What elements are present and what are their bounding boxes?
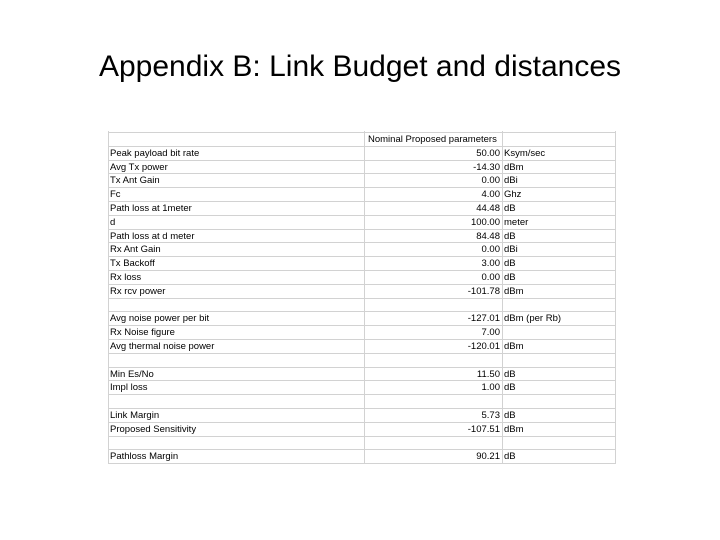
row-value: [366, 354, 500, 367]
gridline: [108, 353, 616, 354]
table-row: [108, 147, 616, 160]
row-unit: dB: [504, 258, 516, 270]
row-value: -101.78: [467, 285, 500, 297]
row-unit: Ksym/sec: [504, 147, 546, 159]
row-label: Peak payload bit rate: [110, 147, 200, 159]
gridline: [615, 131, 616, 463]
row-value: [366, 299, 500, 312]
table-row: [108, 326, 616, 339]
row-label: d: [110, 216, 116, 228]
gridline: [108, 463, 616, 464]
table-row: [108, 368, 616, 381]
row-unit: dBm: [504, 341, 524, 352]
row-label: Fc: [110, 189, 121, 201]
row-label: Impl loss: [110, 382, 148, 394]
gridline: [108, 436, 616, 437]
row-unit: dB: [504, 272, 516, 283]
gridline: [108, 229, 616, 230]
gridline: [108, 325, 616, 326]
row-value: 50.00: [476, 147, 500, 159]
row-label: Rx Ant Gain: [110, 244, 161, 256]
row-label: Avg thermal noise power: [110, 341, 215, 352]
table-row: [108, 230, 616, 243]
row-label: Avg Tx power: [110, 161, 168, 173]
row-unit: dB: [504, 382, 516, 394]
gridline: [108, 146, 616, 147]
row-unit: dBi: [504, 175, 518, 187]
gridline: [108, 160, 616, 161]
gridline: [108, 339, 616, 340]
row-unit: [504, 437, 614, 450]
table-row: [108, 354, 616, 367]
table-row: [108, 409, 616, 422]
table-row: [108, 174, 616, 187]
row-value: -14.30: [473, 161, 500, 173]
gridline: [108, 311, 616, 312]
gridline: [108, 201, 616, 202]
row-unit: dBm (per Rb): [504, 313, 562, 325]
row-value: 90.21: [476, 451, 500, 463]
table-row: [108, 340, 616, 353]
row-label: [110, 299, 360, 312]
table-row: [108, 271, 616, 284]
gridline: [108, 187, 616, 188]
gridline: [108, 270, 616, 271]
table-row: [108, 285, 616, 298]
gridline: [108, 394, 616, 395]
row-label: Path loss at d meter: [110, 230, 195, 242]
table-row: [108, 202, 616, 215]
row-value: 0.00: [481, 244, 500, 256]
row-value: 0.00: [481, 175, 500, 187]
table-row: [108, 381, 616, 394]
gridline: [108, 242, 616, 243]
row-label: Tx Backoff: [110, 258, 155, 270]
table-row: [108, 161, 616, 174]
row-unit: dB: [504, 368, 516, 380]
row-label: Rx Noise figure: [110, 327, 175, 339]
row-value: -120.01: [467, 341, 500, 352]
row-value: 44.48: [476, 203, 500, 214]
table-row: [108, 450, 616, 463]
gridline: [108, 408, 616, 409]
gridline: [108, 422, 616, 423]
table-row: [108, 188, 616, 201]
row-label: Rx loss: [110, 272, 142, 283]
row-value: 4.00: [481, 189, 500, 201]
gridline: [108, 380, 616, 381]
table-row: [108, 312, 616, 325]
gridline: [108, 173, 616, 174]
row-label: [110, 354, 360, 367]
row-unit: dBm: [504, 285, 524, 297]
row-unit: dB: [504, 230, 516, 242]
gridline: [108, 132, 616, 133]
gridline: [108, 367, 616, 368]
row-unit: dBm: [504, 161, 524, 173]
row-value: 0.00: [481, 272, 500, 283]
row-label: Tx Ant Gain: [110, 175, 160, 187]
row-value: 5.73: [481, 410, 500, 421]
row-value: [366, 437, 500, 450]
row-value: 84.48: [476, 230, 500, 242]
row-label: Link Margin: [110, 410, 160, 421]
row-value: [366, 395, 500, 408]
row-unit: [504, 299, 614, 312]
row-value: -107.51: [467, 423, 500, 435]
row-value: 1.00: [481, 382, 500, 394]
row-unit: dBi: [504, 244, 518, 256]
row-value: 100.00: [470, 216, 500, 228]
row-label: [110, 395, 360, 408]
gridline: [502, 131, 503, 463]
row-unit: dB: [504, 410, 516, 421]
row-unit: [504, 354, 614, 367]
row-label: Pathloss Margin: [110, 451, 179, 463]
gridline: [364, 131, 365, 463]
row-unit: meter: [504, 216, 529, 228]
table-row: [108, 257, 616, 270]
row-value: -127.01: [467, 313, 500, 325]
link-budget-table: [108, 131, 616, 463]
row-label: Path loss at 1meter: [110, 203, 192, 214]
table-row: [108, 243, 616, 256]
table-row: [108, 437, 616, 450]
row-unit: Ghz: [504, 189, 522, 201]
row-label: [110, 437, 360, 450]
gridline: [108, 256, 616, 257]
gridline: [108, 131, 109, 463]
row-value: 11.50: [476, 368, 500, 380]
gridline: [108, 215, 616, 216]
row-value: 3.00: [481, 258, 500, 270]
table-row: [108, 395, 616, 408]
table-row: [108, 299, 616, 312]
table-row: [108, 423, 616, 436]
row-unit: [504, 326, 614, 339]
table-row: [108, 216, 616, 229]
row-label: Avg noise power per bit: [110, 313, 210, 325]
row-value: 7.00: [481, 327, 500, 339]
table-header: Nominal Proposed parameters: [368, 134, 497, 145]
row-label: Proposed Sensitivity: [110, 423, 197, 435]
slide-title: Appendix B: Link Budget and distances: [98, 50, 622, 83]
row-label: Rx rcv power: [110, 285, 166, 297]
row-unit: dB: [504, 451, 516, 463]
row-label: Min Es/No: [110, 368, 154, 380]
row-unit: dB: [504, 203, 516, 214]
gridline: [108, 298, 616, 299]
table-header-row: [108, 133, 616, 146]
gridline: [108, 284, 616, 285]
row-unit: [504, 395, 614, 408]
row-unit: dBm: [504, 423, 524, 435]
gridline: [108, 449, 616, 450]
